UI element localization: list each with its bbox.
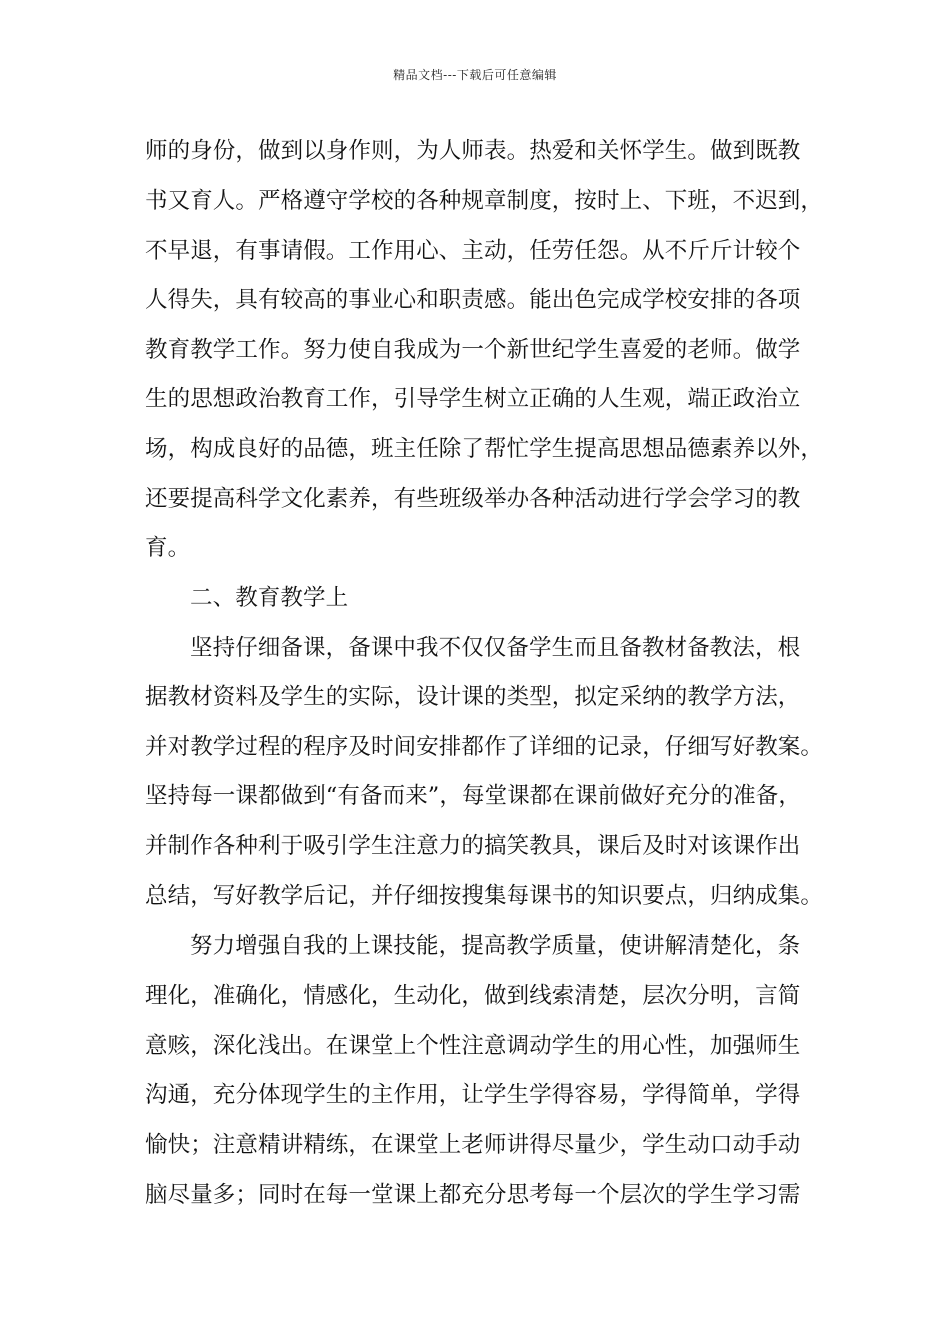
text-line: 坚持仔细备课，备课中我不仅仅备学生而且备教材备教法，根 bbox=[190, 635, 801, 661]
text-line: 意赅，深化浅出。在课堂上个性注意调动学生的用心性，加强师生 bbox=[145, 1033, 801, 1059]
text-line: 不早退，有事请假。工作用心、主动，任劳任怨。从不斤斤计较个 bbox=[145, 238, 801, 264]
text-line: 教育教学工作。努力使自我成为一个新世纪学生喜爱的老师。做学 bbox=[145, 337, 801, 363]
text-line: 人得失，具有较高的事业心和职责感。能出色完成学校安排的各项 bbox=[145, 287, 801, 313]
section-heading: 二、教育教学上 bbox=[190, 585, 349, 611]
text-line: 据教材资料及学生的实际，设计课的类型，拟定采纳的教学方法， bbox=[145, 684, 801, 710]
text-line: 努力增强自我的上课技能，提高教学质量，使讲解清楚化，条 bbox=[190, 933, 801, 959]
text-line: 生的思想政治教育工作，引导学生树立正确的人生观，端正政治立 bbox=[145, 386, 801, 412]
text-line: 沟通，充分体现学生的主作用，让学生学得容易，学得简单，学得 bbox=[145, 1082, 801, 1108]
text-line: 育。 bbox=[145, 535, 191, 561]
text-line: 总结，写好教学后记，并仔细按搜集每课书的知识要点，归纳成集。 bbox=[145, 883, 824, 909]
text-line: 坚持每一课都做到“有备而来”，每堂课都在课前做好充分的准备， bbox=[145, 783, 802, 809]
text-line: 还要提高科学文化素养，有些班级举办各种活动进行学会学习的教 bbox=[145, 486, 801, 512]
text-line: 并制作各种利于吸引学生注意力的搞笑教具，课后及时对该课作出 bbox=[145, 833, 801, 859]
text-line: 书又育人。严格遵守学校的各种规章制度，按时上、下班，不迟到， bbox=[145, 188, 824, 214]
page-header: 精品文档---下载后可任意编辑 bbox=[393, 68, 557, 82]
text-line: 并对教学过程的程序及时间安排都作了详细的记录，仔细写好教案。 bbox=[145, 734, 824, 760]
text-line: 愉快；注意精讲精练，在课堂上老师讲得尽量少，学生动口动手动 bbox=[145, 1132, 801, 1158]
text-line: 脑尽量多；同时在每一堂课上都充分思考每一个层次的学生学习需 bbox=[145, 1182, 801, 1208]
text-line: 场，构成良好的品德，班主任除了帮忙学生提高思想品德素养以外， bbox=[145, 436, 824, 462]
text-line: 理化，准确化，情感化，生动化，做到线索清楚，层次分明，言简 bbox=[145, 983, 801, 1009]
text-line: 师的身份，做到以身作则，为人师表。热爱和关怀学生。做到既教 bbox=[145, 138, 801, 164]
